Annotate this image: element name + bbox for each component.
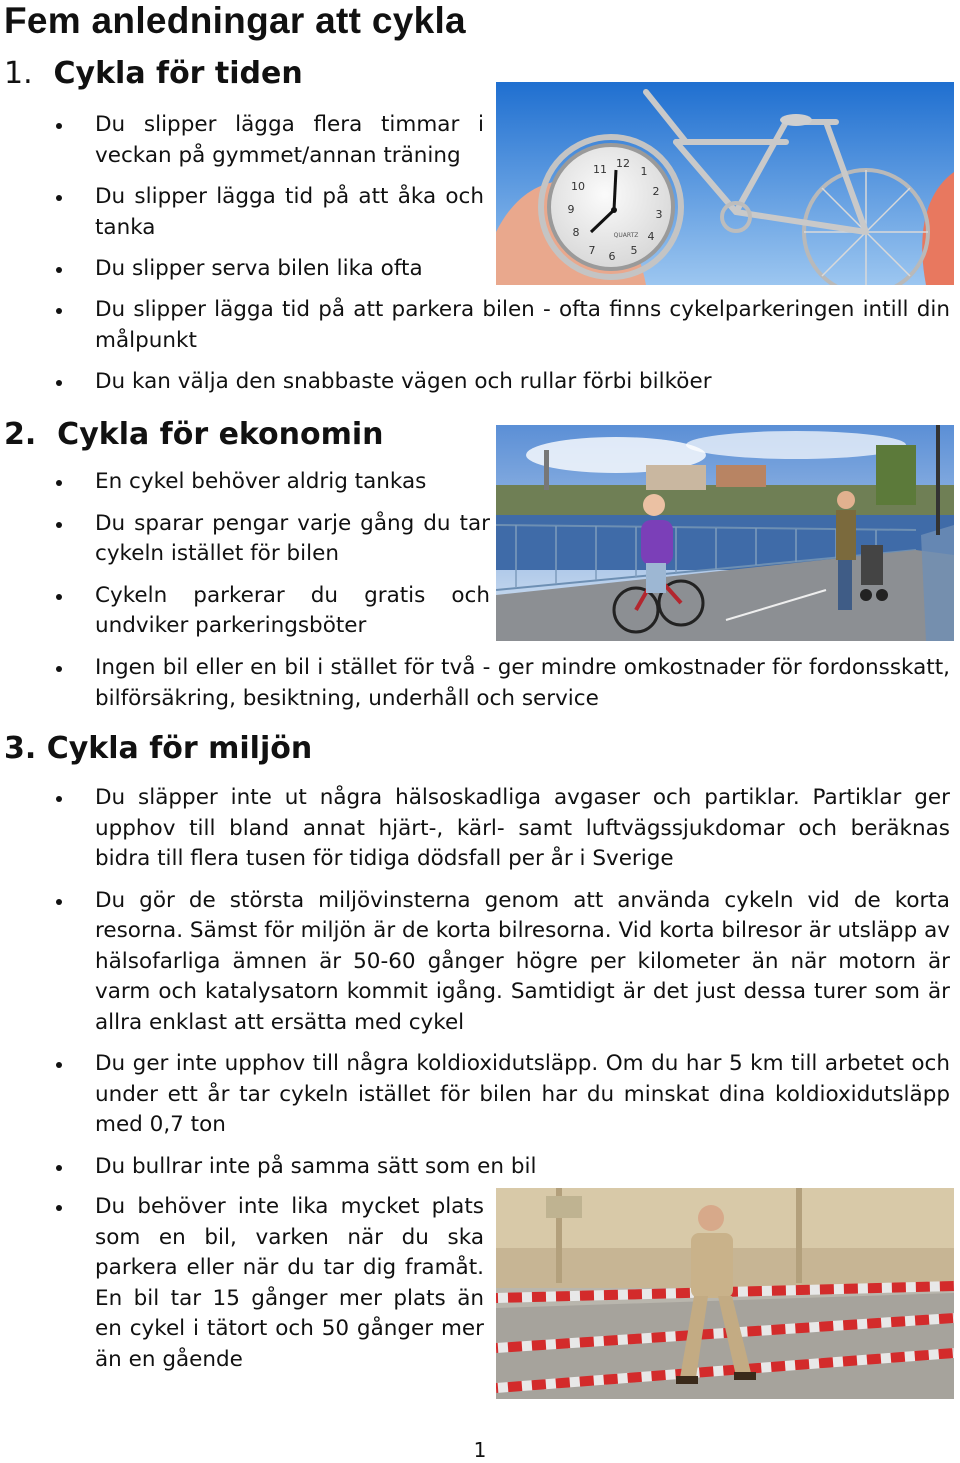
- svg-text:6: 6: [608, 250, 616, 263]
- list-item: Du sparar pengar varje gång du tar cykeln istället för bilen: [0, 509, 490, 570]
- svg-text:3: 3: [655, 208, 663, 221]
- svg-text:7: 7: [588, 244, 596, 257]
- section-heading-1: [4, 56, 303, 91]
- svg-text:8: 8: [572, 226, 580, 239]
- list-item: Du slipper lägga flera timmar i veckan på gymmet/annan träning: [0, 110, 484, 171]
- section-title: Cykla för tiden: [53, 56, 303, 91]
- section-title: Cykla för miljön: [46, 731, 313, 766]
- clock-brand: QUARTZ: [613, 232, 639, 239]
- svg-text:10: 10: [571, 180, 585, 193]
- svg-text:12: 12: [616, 157, 630, 170]
- list-item: Du släpper inte ut några hälsoskadliga avgaser och partiklar. Partiklar ger upphov till bland annat hjärt-, kärl- samt luftvägssjukdomar och beräknas bidra till flera tusen för tidiga dödsfall per år i Sverige: [0, 783, 950, 875]
- car-space-tape-photo: [496, 1188, 954, 1399]
- list-item: Du slipper serva bilen lika ofta: [0, 254, 484, 285]
- list-item: Du slipper lägga tid på att åka och tanka: [0, 182, 484, 243]
- list-item: Du ger inte upphov till några koldioxidutsläpp. Om du har 5 km till arbetet och under ett år tar cykeln istället för bilen har du minskat dina koldioxidutsläpp med 0,7 ton: [0, 1049, 950, 1141]
- list-item: En cykel behöver aldrig tankas: [0, 467, 490, 498]
- bullet-list-time-2: [0, 295, 950, 398]
- section-number: 2.: [4, 417, 37, 452]
- svg-text:2: 2: [652, 185, 660, 198]
- bridge-cyclist-photo: [496, 425, 954, 641]
- page-title: Fem anledningar att cykla: [4, 0, 466, 41]
- bullet-list-economy-1: [0, 467, 490, 642]
- list-item: Du kan välja den snabbaste vägen och rullar förbi bilköer: [0, 367, 950, 398]
- svg-text:9: 9: [567, 203, 575, 216]
- bullet-list-time-1: [0, 110, 484, 285]
- list-item: Du slipper lägga tid på att parkera bilen - ofta finns cykelparkeringen intill din målpunkt: [0, 295, 950, 356]
- section-heading-2: [4, 417, 384, 452]
- list-item: Du bullrar inte på samma sätt som en bil: [0, 1152, 950, 1183]
- page-number: 1: [473, 1438, 487, 1462]
- list-item: Du gör de största miljövinsterna genom att använda cykeln vid de korta resorna. Sämst för miljön är de korta bilresorna. Vid korta bilresor är utsläpp av hälsofarliga ämnen är 50-60 gånger högre per kilometer än när motorn är varm och katalysatorn kommit igång. Samtidigt är det just dessa turer som är allra enklast att ersätta med cykel: [0, 886, 950, 1039]
- bullet-list-environment-1: [0, 783, 950, 1182]
- svg-text:5: 5: [630, 244, 638, 257]
- svg-text:11: 11: [593, 163, 607, 176]
- list-item: Cykeln parkerar du gratis och undviker parkeringsböter: [0, 581, 490, 642]
- list-item: Du behöver inte lika mycket plats som en bil, varken när du ska parkera eller när du tar dig framåt. En bil tar 15 gånger mer plats än en cykel i tätort och 50 gånger mer än en gående: [0, 1192, 484, 1375]
- bullet-list-economy-2: [0, 653, 950, 714]
- section-number: 3.: [4, 731, 37, 766]
- list-item: Ingen bil eller en bil i stället för två - ger mindre omkostnader för fordonsskatt, bilförsäkring, besiktning, underhåll och service: [0, 653, 950, 714]
- svg-text:1: 1: [640, 165, 648, 178]
- svg-text:4: 4: [647, 230, 655, 243]
- section-number: 1.: [4, 56, 33, 91]
- bullet-list-environment-2: [0, 1192, 484, 1375]
- section-heading-3: [4, 731, 312, 766]
- clock-bicycle-photo: [496, 82, 954, 285]
- section-title: Cykla för ekonomin: [57, 417, 384, 452]
